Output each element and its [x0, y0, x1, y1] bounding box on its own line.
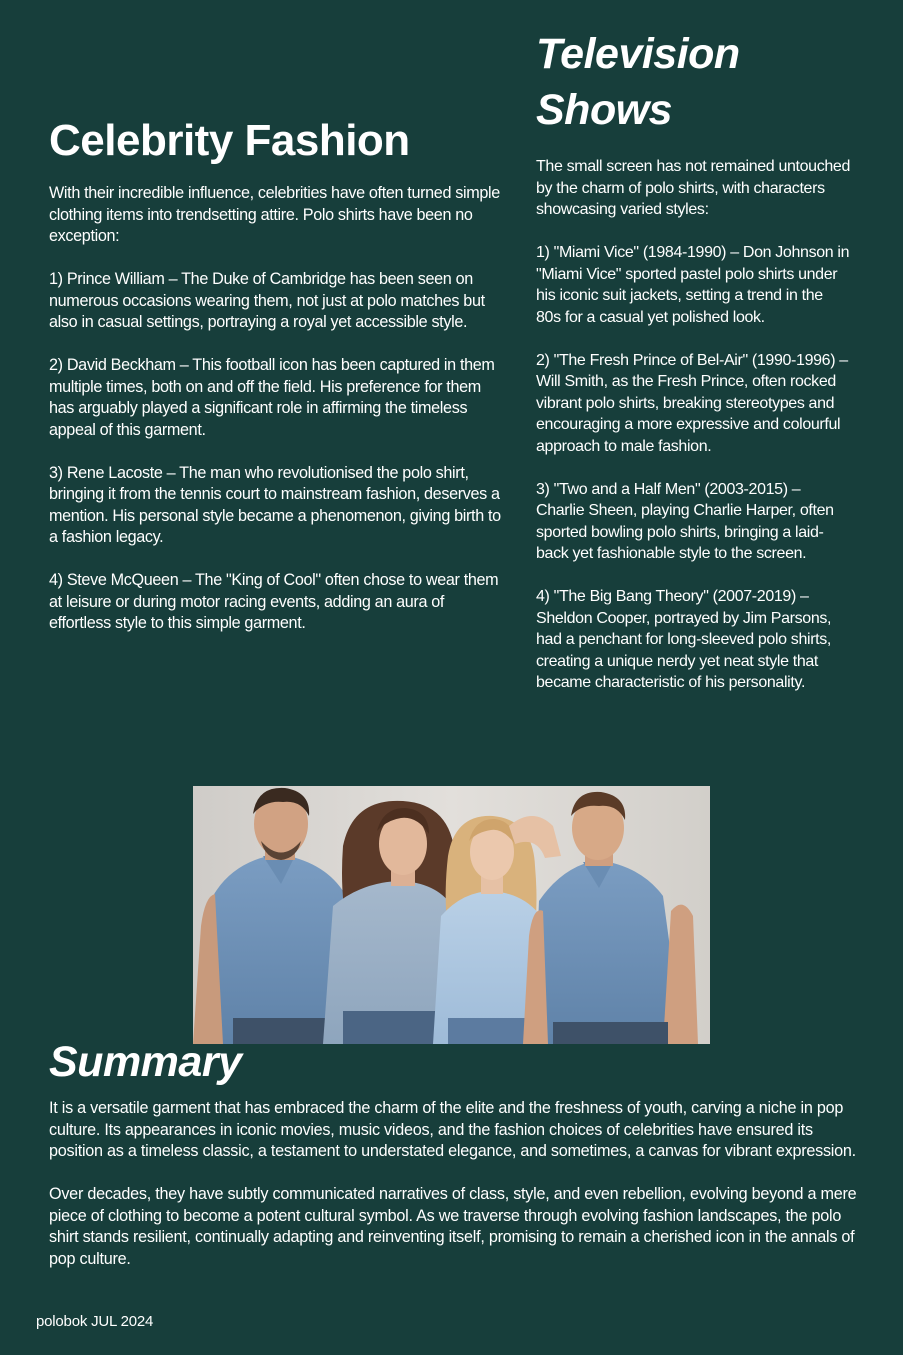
summary-section — [49, 1036, 859, 1292]
summary-paragraph: Over decades, they have subtly communicated narratives of class, style, and even rebellion, evolving beyond a mere piece of clothing to become a potent cultural symbol. As we traverse through evolving fashion landscapes, the polo shirt stands resilient, continually adapting and reinventing itself, promising to remain a cherished icon in the annals of pop culture. — [49, 1185, 857, 1268]
television-item: 4) "The Big Bang Theory" (2007-2019) – Sheldon Cooper, portrayed by Jim Parsons, had a penchant for long-sleeved polo shirts, creating a unique nerdy yet neat style that became characteristic of his personality. — [536, 588, 832, 691]
summary-paragraph: It is a versatile garment that has embraced the charm of the elite and the freshness of youth, carving a niche in pop culture. Its appearances in iconic movies, music videos, and the fashion choices of celebrities have ensured its position as a timeless classic, a testament to understated elegance, and sometimes, a canvas for vibrant expression. — [49, 1099, 856, 1160]
celebrity-item: 1) Prince William – The Duke of Cambridge has been seen on numerous occasions wearing them, not just at polo matches but also in casual settings, portraying a royal yet accessible style. — [49, 270, 485, 331]
celebrity-item: 4) Steve McQueen – The "King of Cool" often chose to wear them at leisure or during motor racing events, adding an aura of effortless style to this simple garment. — [49, 571, 499, 632]
television-title-line: Shows — [536, 86, 673, 134]
celebrity-fashion-title: Celebrity Fashion — [49, 116, 410, 165]
models-photo — [193, 786, 710, 1044]
celebrity-item: 2) David Beckham – This football icon has been captured in them multiple times, both on and off the field. His preference for them has arguably played a significant role in affirming the timeless appeal of this garment. — [49, 356, 495, 439]
celebrity-intro: With their incredible influence, celebrities have often turned simple clothing items into trendsetting attire. Polo shirts have been no exception: — [49, 184, 500, 245]
footer-credit: polobok JUL 2024 — [36, 1313, 154, 1330]
celebrity-item: 3) Rene Lacoste – The man who revolutionised the polo shirt, bringing it from the tennis court to mainstream fashion, deserves a mention. His personal style became a phenomenon, giving birth to a fashion legacy. — [49, 463, 501, 546]
television-intro: The small screen has not remained untouched by the charm of polo shirts, with characters showcasing varied styles: — [536, 158, 851, 218]
summary-title: Summary — [49, 1038, 242, 1086]
television-shows-title — [536, 26, 851, 138]
television-item: 2) "The Fresh Prince of Bel-Air" (1990-1996) – Will Smith, as the Fresh Prince, often rocked vibrant polo shirts, breaking stereotypes and encouraging a more expressive and colourful approach to male fashion. — [536, 351, 848, 455]
models-illustration — [193, 786, 710, 1044]
television-shows-section — [536, 26, 851, 715]
television-title-line: Television — [536, 30, 740, 78]
television-item: 3) "Two and a Half Men" (2003-2015) – Charlie Sheen, playing Charlie Harper, often sported bowling polo shirts, bringing a laid-back yet fashionable style to the screen. — [536, 480, 834, 562]
television-item: 1) "Miami Vice" (1984-1990) – Don Johnson in "Miami Vice" sported pastel polo shirts under his iconic suit jackets, setting a trend in the 80s for a casual yet polished look. — [536, 244, 850, 326]
celebrity-fashion-section — [49, 113, 504, 656]
